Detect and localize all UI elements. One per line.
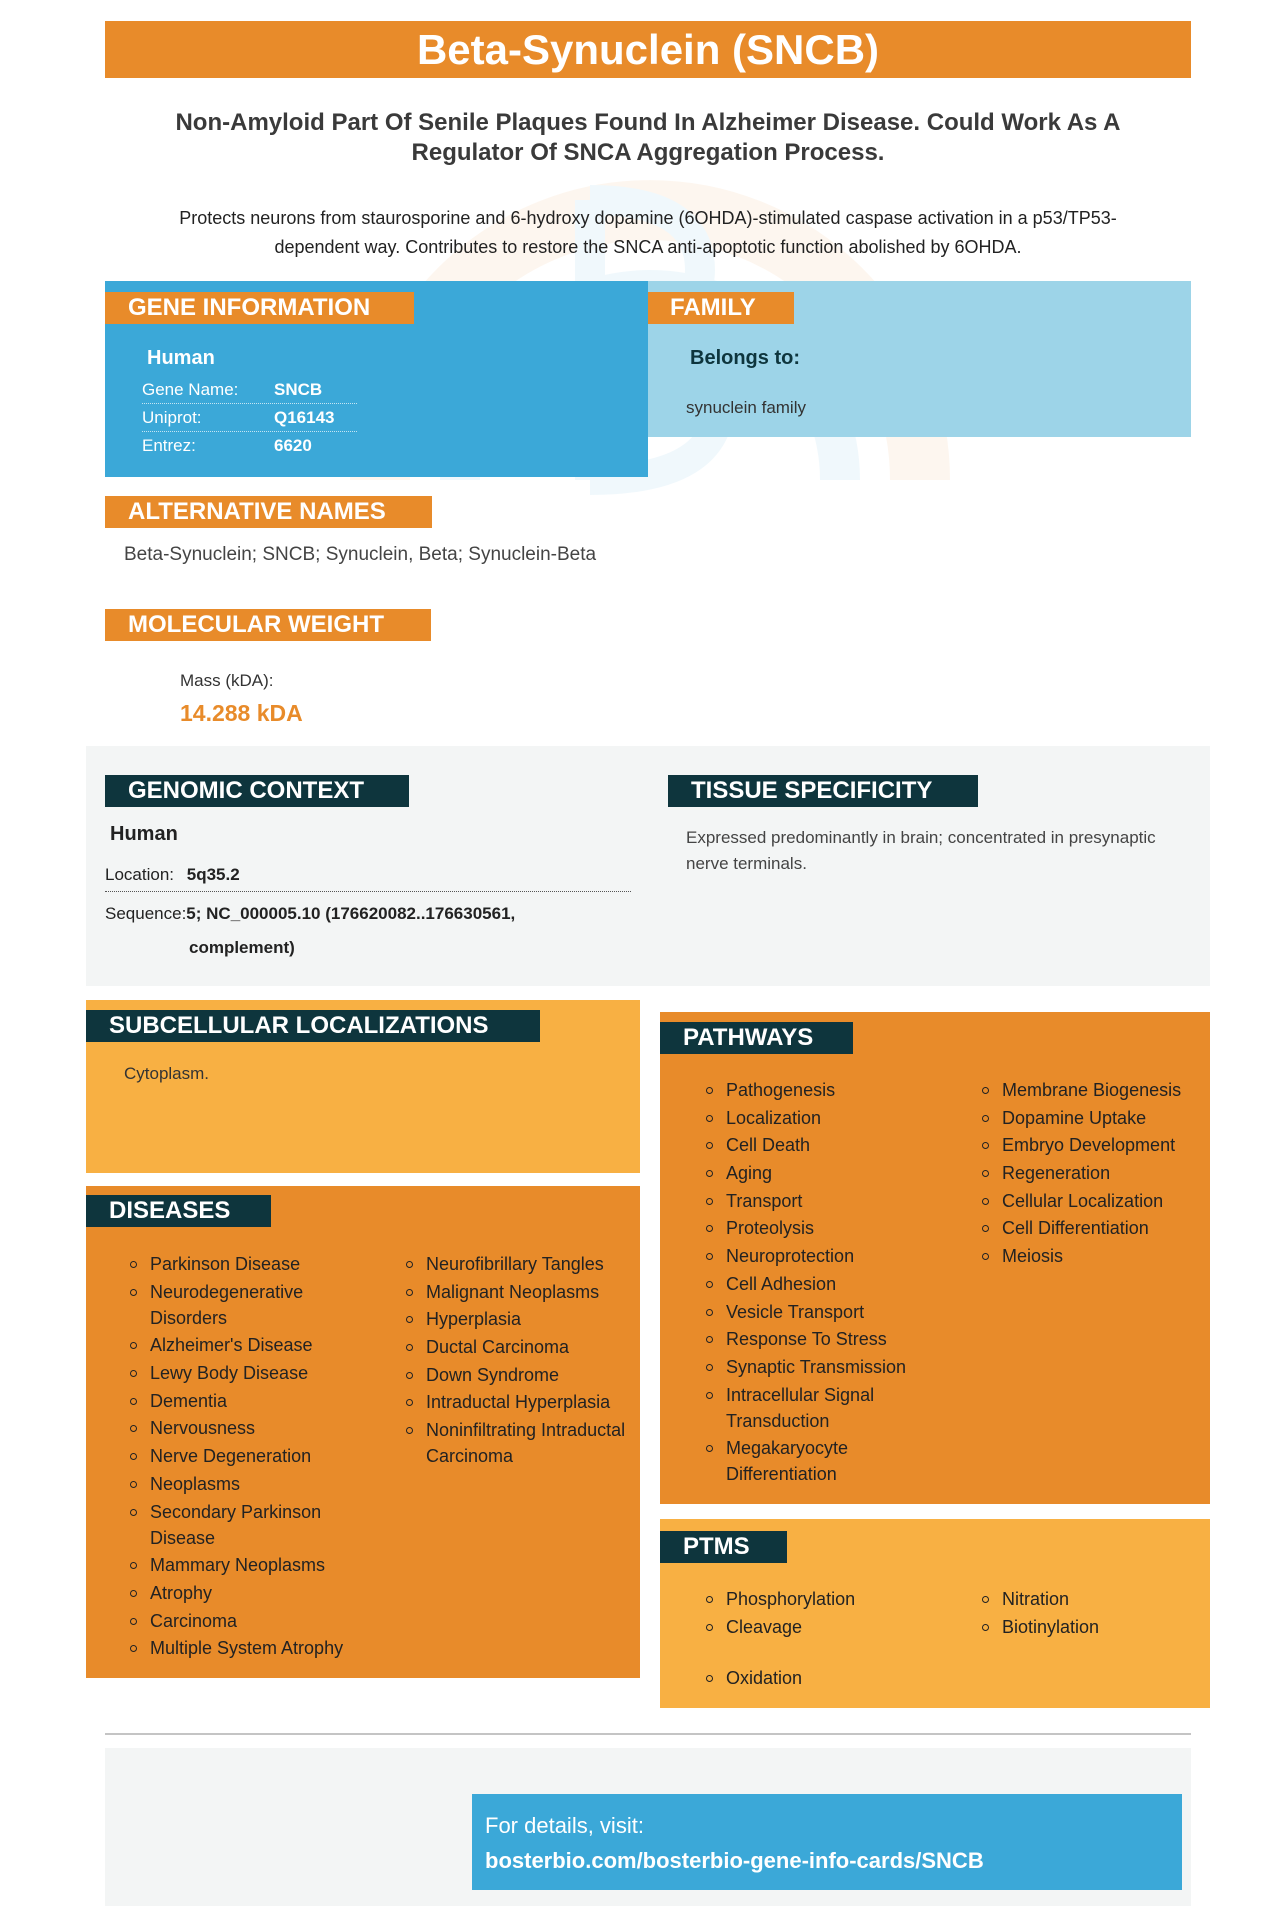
disease-item: Intraductal Hyperplasia	[402, 1389, 637, 1415]
pathway-item: Embryo Development	[978, 1132, 1208, 1158]
ptms-list-extra	[702, 1665, 952, 1693]
pathways-list-col1	[702, 1077, 952, 1489]
alternative-names-value: Beta-Synuclein; SNCB; Synuclein, Beta; Synuclein-Beta	[124, 544, 597, 565]
tissue-specificity-value: Expressed predominantly in brain; concentrated in presynaptic nerve terminals.	[686, 828, 1156, 873]
location-row	[105, 861, 631, 892]
diseases-list-col1	[126, 1251, 366, 1663]
pathway-item: Cellular Localization	[978, 1188, 1208, 1214]
pathway-item: Aging	[702, 1160, 952, 1186]
family-panel	[648, 281, 1191, 437]
disease-item: Multiple System Atrophy	[126, 1635, 366, 1661]
entrez-label: Entrez:	[142, 436, 196, 455]
disease-item: Ductal Carcinoma	[402, 1334, 637, 1360]
pathways-list-col2	[978, 1077, 1208, 1271]
pathway-item: Dopamine Uptake	[978, 1105, 1208, 1131]
disease-item: Lewy Body Disease	[126, 1360, 366, 1386]
pathway-item: Neuroprotection	[702, 1243, 952, 1269]
pathway-item: Meiosis	[978, 1243, 1208, 1269]
pathway-item: Regeneration	[978, 1160, 1208, 1186]
disease-item: Malignant Neoplasms	[402, 1279, 637, 1305]
pathway-item: Transport	[702, 1188, 952, 1214]
sequence-label: Sequence:	[105, 904, 187, 923]
disease-item: Nerve Degeneration	[126, 1443, 366, 1469]
pathway-item: Synaptic Transmission	[702, 1354, 952, 1380]
pathways-header: PATHWAYS	[660, 1022, 853, 1054]
disease-item: Neurofibrillary Tangles	[402, 1251, 637, 1277]
gene-information-header: GENE INFORMATION	[105, 292, 414, 324]
family-value: synuclein family	[686, 398, 806, 417]
ptm-item: Cleavage	[702, 1614, 952, 1640]
subcellular-panel	[86, 1000, 640, 1173]
gene-organism: Human	[147, 347, 215, 369]
sequence-row	[105, 897, 665, 931]
ptms-list-col2	[978, 1586, 1208, 1641]
page-title: Beta-Synuclein (SNCB)	[105, 21, 1191, 78]
details-url-link[interactable]: bosterbio.com/bosterbio-gene-info-cards/SNCB	[485, 1848, 984, 1873]
pathway-item: Membrane Biogenesis	[978, 1077, 1208, 1103]
disease-item: Hyperplasia	[402, 1306, 637, 1332]
molecular-weight-header: MOLECULAR WEIGHT	[105, 609, 431, 641]
mass-value: 14.288 kDA	[180, 700, 303, 726]
uniprot-label: Uniprot:	[142, 408, 202, 427]
sequence-value: 5; NC_000005.10 (176620082..176630561,	[186, 904, 516, 923]
entrez-value: 6620	[274, 436, 312, 455]
details-label: For details, visit:	[485, 1813, 644, 1838]
ptms-panel	[660, 1519, 1210, 1708]
subcellular-header: SUBCELLULAR LOCALIZATIONS	[86, 1010, 540, 1042]
pathway-item: Megakaryocyte Differentiation	[702, 1435, 952, 1487]
page-subtitle: Non-Amyloid Part Of Senile Plaques Found In Alzheimer Disease. Could Work As A Regulator Of SNCA Aggregation Process.	[175, 109, 1121, 166]
genomic-organism: Human	[110, 823, 178, 845]
ptm-item: Biotinylation	[978, 1614, 1208, 1640]
ptm-item: Phosphorylation	[702, 1586, 952, 1612]
genomic-context-header: GENOMIC CONTEXT	[105, 775, 409, 807]
details-link-box[interactable]	[472, 1794, 1182, 1890]
disease-item: Carcinoma	[126, 1608, 366, 1634]
belongs-to-label: Belongs to:	[690, 347, 800, 369]
gene-info-table	[142, 376, 357, 460]
pathway-item: Vesicle Transport	[702, 1299, 952, 1325]
mass-label: Mass (kDA):	[180, 671, 274, 690]
location-value: 5q35.2	[186, 865, 240, 884]
ptms-list-col1	[702, 1586, 952, 1641]
diseases-panel	[86, 1186, 640, 1678]
diseases-header: DISEASES	[86, 1195, 271, 1227]
alternative-names-header: ALTERNATIVE NAMES	[105, 496, 432, 528]
disease-item: Atrophy	[126, 1580, 366, 1606]
pathway-item: Response To Stress	[702, 1326, 952, 1352]
pathway-item: Cell Death	[702, 1132, 952, 1158]
disease-item: Down Syndrome	[402, 1362, 637, 1388]
pathways-panel	[660, 1012, 1210, 1504]
disease-item: Dementia	[126, 1388, 366, 1414]
gene-name-label: Gene Name:	[142, 380, 239, 399]
disease-item: Mammary Neoplasms	[126, 1552, 366, 1578]
disease-item: Parkinson Disease	[126, 1251, 366, 1277]
ptm-item: Nitration	[978, 1586, 1208, 1612]
disease-item: Secondary Parkinson Disease	[126, 1499, 366, 1551]
footer-divider	[105, 1733, 1191, 1735]
pathway-item: Intracellular Signal Transduction	[702, 1382, 952, 1434]
family-header: FAMILY	[648, 292, 794, 324]
pathway-item: Proteolysis	[702, 1215, 952, 1241]
disease-item: Alzheimer's Disease	[126, 1332, 366, 1358]
gene-information-panel	[105, 281, 648, 477]
disease-item: Nervousness	[126, 1415, 366, 1441]
disease-item: Neurodegenerative Disorders	[126, 1279, 366, 1331]
uniprot-value: Q16143	[274, 408, 335, 427]
ptm-item: Oxidation	[702, 1665, 952, 1691]
disease-item: Noninfiltrating Intraductal Carcinoma	[402, 1417, 637, 1469]
pathway-item: Localization	[702, 1105, 952, 1131]
diseases-list-col2	[402, 1251, 637, 1471]
pathway-item: Cell Adhesion	[702, 1271, 952, 1297]
pathway-item: Cell Differentiation	[978, 1215, 1208, 1241]
uniprot-row	[142, 404, 357, 432]
disease-item: Neoplasms	[126, 1471, 366, 1497]
sequence-value-continued: complement)	[189, 938, 295, 957]
ptms-header: PTMS	[660, 1531, 787, 1563]
subcellular-value: Cytoplasm.	[124, 1064, 210, 1083]
location-label: Location:	[105, 865, 174, 884]
function-description: Protects neurons from staurosporine and 6-hydroxy dopamine (6OHDA)-stimulated caspase activation in a p53/TP53-dependent way. Contributes to restore the SNCA anti-apoptotic function abolished by 6OHDA.	[179, 208, 1117, 257]
entrez-row	[142, 432, 357, 460]
tissue-specificity-header: TISSUE SPECIFICITY	[668, 775, 978, 807]
pathway-item: Pathogenesis	[702, 1077, 952, 1103]
gene-name-row	[142, 376, 357, 404]
gene-name-value: SNCB	[274, 380, 323, 399]
